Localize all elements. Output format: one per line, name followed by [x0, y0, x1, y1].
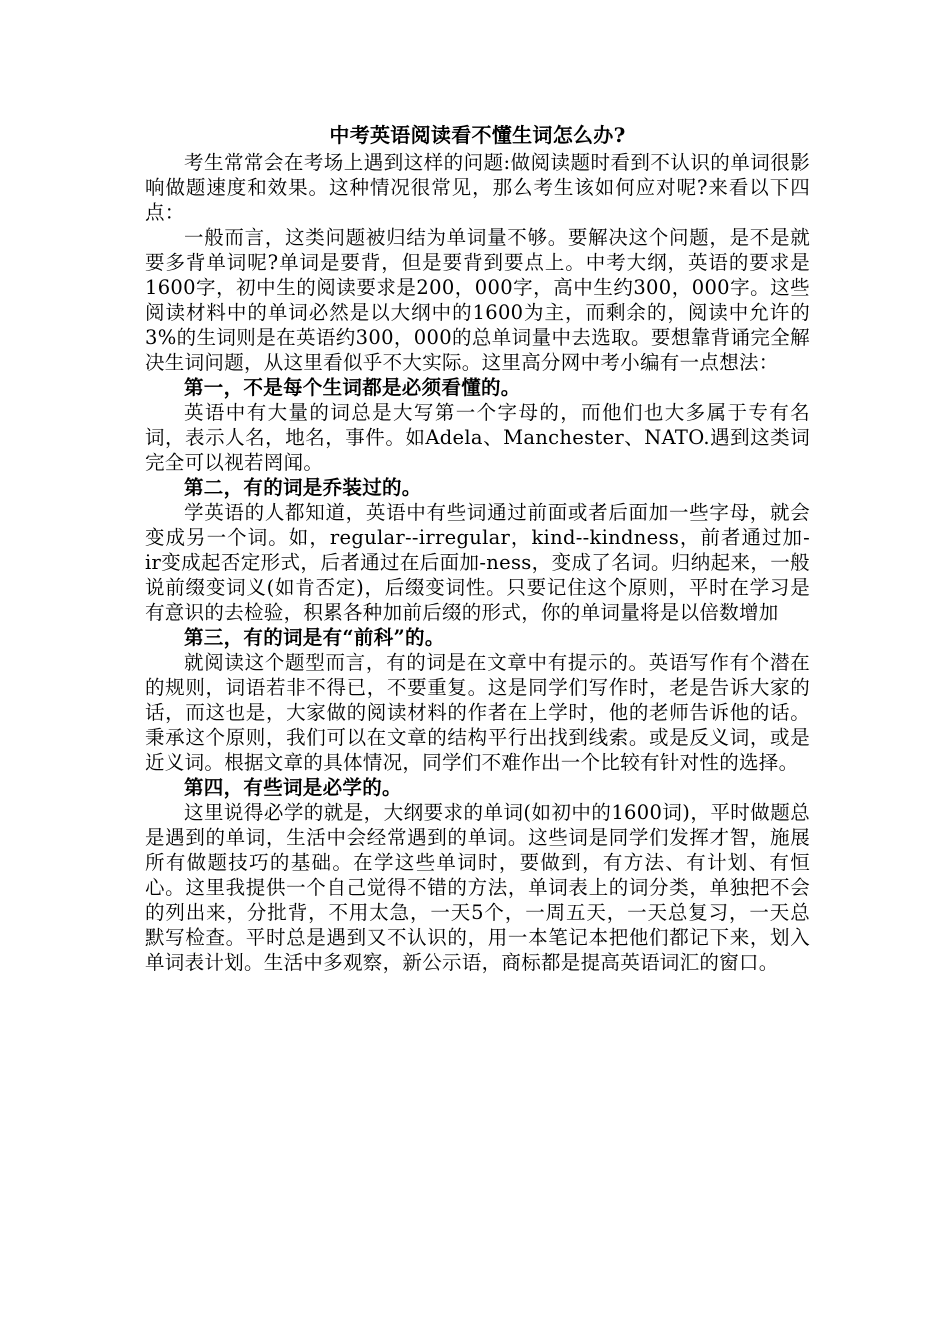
document-page	[145, 120, 810, 975]
section-3-paragraph: 就阅读这个题型而言，有的词是在文章中有提示的。英语写作有个潜在的规则，词语若非不得已，不要重复。这是同学们写作时，老是告诉大家的话，而这也是，大家做的阅读材料的作者在上学时，他的老师告诉他的话。秉承这个原则，我们可以在文章的结构平行出找到线索。或是反义词，或是近义词。根据文章的具体情况，同学们不难作出一个比较有针对性的选择。	[145, 651, 810, 774]
body-paragraph: 一般而言，这类问题被归结为单词量不够。要解决这个问题，是不是就要多背单词呢?单词是要背，但是要背到要点上。中考大纲，英语的要求是1600字，初中生的阅读要求是200，000字，高中生约300，000字。这些阅读材料中的单词必然是以大纲中的1600为主，而剩余的，阅读中允许的3%的生词则是在英语约300，000的总单词量中去选取。要想靠背诵完全解决生词问题，从这里看似乎不大实际。这里高分网中考小编有一点想法：	[145, 226, 810, 374]
section-2-paragraph: 学英语的人都知道，英语中有些词通过前面或者后面加一些字母，就会变成另一个词。如，regular--irregular，kind--kindness，前者通过加-ir变成起否定形式，后者通过在后面加-ness，变成了名词。归纳起来，一般说前缀变词义(如肯否定)，后缀变词性。只要记住这个原则，平时在学习是有意识的去检验，积累各种加前后缀的形式，你的单词量将是以倍数增加	[145, 501, 810, 624]
section-4-paragraph: 这里说得必学的就是，大纲要求的单词(如初中的1600词)，平时做题总是遇到的单词，生活中会经常遇到的单词。这些词是同学们发挥才智，施展所有做题技巧的基础。在学这些单词时，要做到，有方法、有计划、有恒心。这里我提供一个自己觉得不错的方法，单词表上的词分类，单独把不会的列出来，分批背，不用太急，一天5个，一周五天，一天总复习，一天总默写检查。平时总是遇到又不认识的，用一本笔记本把他们都记下来，划入单词表计划。生活中多观察，新公示语，商标都是提高英语词汇的窗口。	[145, 801, 810, 974]
section-heading-4: 第四，有些词是必学的。	[184, 776, 402, 799]
section-heading-3: 第三，有的词是有“前科”的。	[184, 626, 445, 649]
intro-paragraph: 考生常常会在考场上遇到这样的问题:做阅读题时看到不认识的单词很影响做题速度和效果。这种情况很常见，那么考生该如何应对呢?来看以下四点：	[145, 151, 810, 224]
section-1-paragraph: 英语中有大量的词总是大写第一个字母的，而他们也大多属于专有名词，表示人名，地名，事件。如Adela、Manchester、NATO.遇到这类词完全可以视若罔闻。	[145, 401, 810, 474]
document-title: 中考英语阅读看不懂生词怎么办?	[329, 123, 626, 147]
section-heading-2: 第二，有的词是乔装过的。	[184, 476, 422, 499]
section-heading-1: 第一，不是每个生词都是必须看懂的。	[184, 376, 521, 399]
